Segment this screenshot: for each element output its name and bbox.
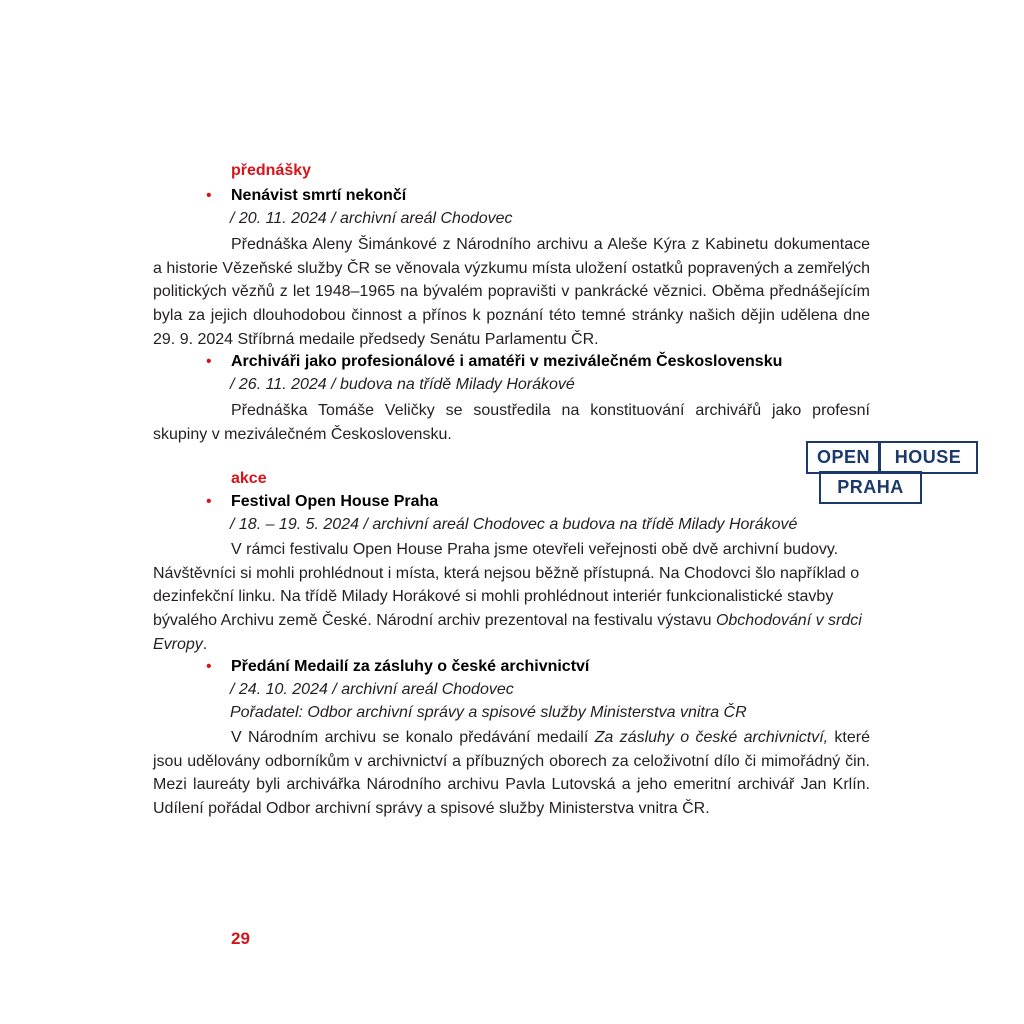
page-number: 29 (231, 929, 250, 948)
event-meta-2: / 24. 10. 2024 / archivní areál Chodovec (230, 681, 514, 698)
bullet-icon: • (206, 353, 212, 370)
event-meta-1: / 18. – 19. 5. 2024 / archivní areál Chodovec a budova na třídě Milady Horákové (230, 516, 798, 533)
bullet-icon: • (206, 493, 212, 510)
section-heading-lectures: přednášky (231, 162, 312, 179)
lecture-meta-2: / 26. 11. 2024 / budova na třídě Milady Horákové (230, 376, 575, 393)
event-title-1: Festival Open House Praha (231, 493, 439, 510)
event-text-2 (153, 726, 870, 821)
event-text-1 (153, 538, 870, 657)
event-title-2: Předání Medailí za zásluhy o české archivnictví (231, 658, 590, 675)
event-text-1-part2: . (202, 635, 208, 653)
event-text-1-part1: V rámci festivalu Open House Praha jsme otevřeli veřejnosti obě dvě archivní budovy. Návštěvníci si mohli prohlédnout i místa, která nejsou běžně přístupná. Na Chodovci šlo například o dezinfekční linku. Na třídě Milady Horákové si mohli prohlédnout interiér funkcionalistické stavby bývalého Archivu země České. Národní archiv prezentoval na festivalu výstavu (153, 541, 860, 630)
lecture-text-1: Přednáška Aleny Šimánkové z Národního archivu a Aleše Kýra z Kabinetu dokumentace a historie Vězeňské služby ČR se věnovala výzkumu místa uložení ostatků popravených a zemřelých politických vězňů z let 1948–1965 na bývalém popravišti v pankrácké věznici. Oběma přednášejícím byla za jejich dlouhodobou činnost a přínos k poznání této temné stránky našich dějin udělena dne 29. 9. 2024 Stříbrná medaile předsedy Senátu Parlamentu ČR. (153, 236, 870, 348)
lecture-text-2: Přednáška Tomáše Veličky se soustředila na konstituování archivářů jako profesní skupiny v meziválečném Československu. (153, 402, 870, 443)
exhibition-title: Obchodování v srdci Evropy (153, 612, 862, 653)
open-house-praha-logo (806, 441, 978, 505)
lecture-title-1: Nenávist smrtí nekončí (231, 187, 407, 204)
event-organizer-2: Pořadatel: Odbor archivní správy a spisové služby Ministerstva vnitra ČR (230, 704, 747, 721)
lecture-title-2: Archiváři jako profesionálové i amatéři v meziválečném Československu (231, 353, 783, 370)
logo-word-praha: PRAHA (819, 471, 922, 504)
event-text-2-part1: V Národním archivu se konalo předávání medailí (231, 729, 595, 746)
logo-word-open: OPEN (806, 441, 881, 474)
section-heading-events: akce (231, 470, 267, 487)
medal-title: Za zásluhy o české archivnictví, (594, 729, 829, 746)
bullet-icon: • (206, 658, 212, 675)
bullet-icon: • (206, 187, 212, 204)
logo-word-house: HOUSE (878, 441, 978, 474)
lecture-meta-1: / 20. 11. 2024 / archivní areál Chodovec (230, 210, 513, 227)
event-text-2-part2: které jsou udělovány odborníkům v archivnictví a příbuzných oborech za celoživotní dílo či mimořádný čin. Mezi laureáty byli archivářka Národního archivu Pavla Lutovská a jeho emeritní archivář Jan Krlín. Udílení pořádal Odbor archivní správy a spisové služby Ministerstva vnitra ČR. (153, 729, 871, 818)
